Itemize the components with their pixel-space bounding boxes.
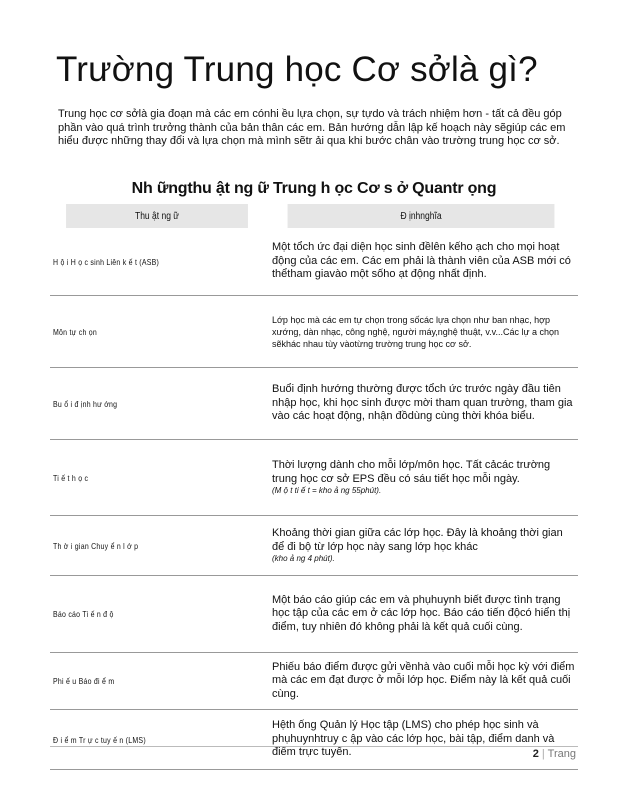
- header-term: Thu ật ng ữ: [66, 204, 248, 228]
- term-cell: Phi ế u Báo đi ể m: [50, 653, 264, 710]
- definition-cell: Một tổch ức đại diện học sinh đềlên kếho ạch cho mọi hoạt động của các em. Các em phải là thành viên của ASB mới có thểtham giavào một sốho ạt động nhất định.: [264, 228, 578, 296]
- definition-cell: Lớp học mà các em tự chọn trong sốcác lựa chọn như ban nhạc, hợp xướng, dàn nhạc, công nghệ, người máy,nghệ thuật, v.v...Các lự a chọn sẽkhác nhau tùy vàotừng trường trung học cơ sở.: [264, 296, 578, 368]
- header-definition: Đ ịnhnghĩa: [288, 204, 555, 228]
- term-cell: Đ i ể m Tr ự c tuy ế n (LMS): [50, 710, 264, 770]
- definition-cell: Một báo cáo giúp các em và phụhuynh biết được tình trạng học tập của các em ở các lớp học. Báo cáo tiến độcó hiển thị điểm, tuy nhiên đó không phải là kết quả cuối cùng.: [264, 576, 578, 653]
- footer-divider: [50, 746, 578, 747]
- table-row: [50, 440, 578, 516]
- term-cell: Báo cáo Ti ế n đ ộ: [50, 576, 264, 653]
- intro-paragraph: Trung học cơ sởlà gia đoạn mà các em cónhi ều lựa chọn, sự tựdo và trách nhiệm hơn - tất cả đều góp phần vào quá trình trưởng thành của bản thân các em. Bản hướng dẫn lập kế hoạch này sẽgiúp các em hiểu được những thay đổi và lựa chọn mà mình sẽtr ải qua khi bước chân vào trường trung học cơ sở.: [58, 108, 566, 147]
- term-cell: H ộ i H ọ c sinh Liên k ế t (ASB): [50, 228, 264, 296]
- table-row: [50, 516, 578, 576]
- table-row: [50, 710, 578, 770]
- term-cell: Ti ế t h ọ c: [50, 440, 264, 516]
- table-title: Nh ữngthu ật ng ữ Trung h ọc Cơ s ở Quantr ọng: [131, 180, 497, 197]
- table-header-row: [50, 204, 578, 228]
- definition-cell: Phiếu báo điểm được gửi vềnhà vào cuối mỗi học kỳ với điểm mà các em đạt được ở mỗi lớp học. Điểm này là kết quả cuối cùng.: [264, 653, 578, 710]
- terms-table: [50, 204, 578, 770]
- page-number: 2: [532, 748, 539, 760]
- table-row: [50, 576, 578, 653]
- term-cell: Th ờ i gian Chuy ể n l ớ p: [50, 516, 264, 576]
- definition-cell: Buổi định hướng thường được tổch ức trước ngày đầu tiên nhập học, khi học sinh được mời tham quan trường, tham gia vào các hoạt động, nhận đồdùng cùng thời khóa biểu.: [264, 368, 578, 440]
- page-title: Trường Trung học Cơ sởlà gì?: [56, 50, 538, 89]
- definition-cell: Hệth ống Quản lý Học tập (LMS) cho phép học sinh và phụhuynhtruy c ập vào các lớp học, bài tập, điểm danh và điểm trực tuyến.: [264, 710, 578, 770]
- table-row: [50, 653, 578, 710]
- definition-cell: Thời lượng dành cho mỗi lớp/môn học. Tất cảcác trường trung học cơ sở EPS đều có sáu tiết học mỗi ngày. (M ộ t ti ế t = kho ả ng 55phút).: [264, 440, 578, 516]
- table-row: [50, 368, 578, 440]
- page-label: Trang: [547, 748, 576, 760]
- definition-note: (kho ả ng 4 phút).: [272, 554, 335, 563]
- table-row: [50, 296, 578, 368]
- page-footer: [533, 748, 576, 760]
- footer-separator: |: [541, 748, 545, 760]
- table-row: [50, 228, 578, 296]
- definition-note: (M ộ t ti ế t = kho ả ng 55phút).: [272, 486, 382, 495]
- definition-cell: Khoảng thời gian giữa các lớp học. Đây là khoảng thời gian để đi bộ từ lớp học này sang lớp học khác (kho ả ng 4 phút).: [264, 516, 578, 576]
- term-cell: Bu ổ i đ ịnh hư ớng: [50, 368, 264, 440]
- term-cell: Môn tự ch ọn: [50, 296, 264, 368]
